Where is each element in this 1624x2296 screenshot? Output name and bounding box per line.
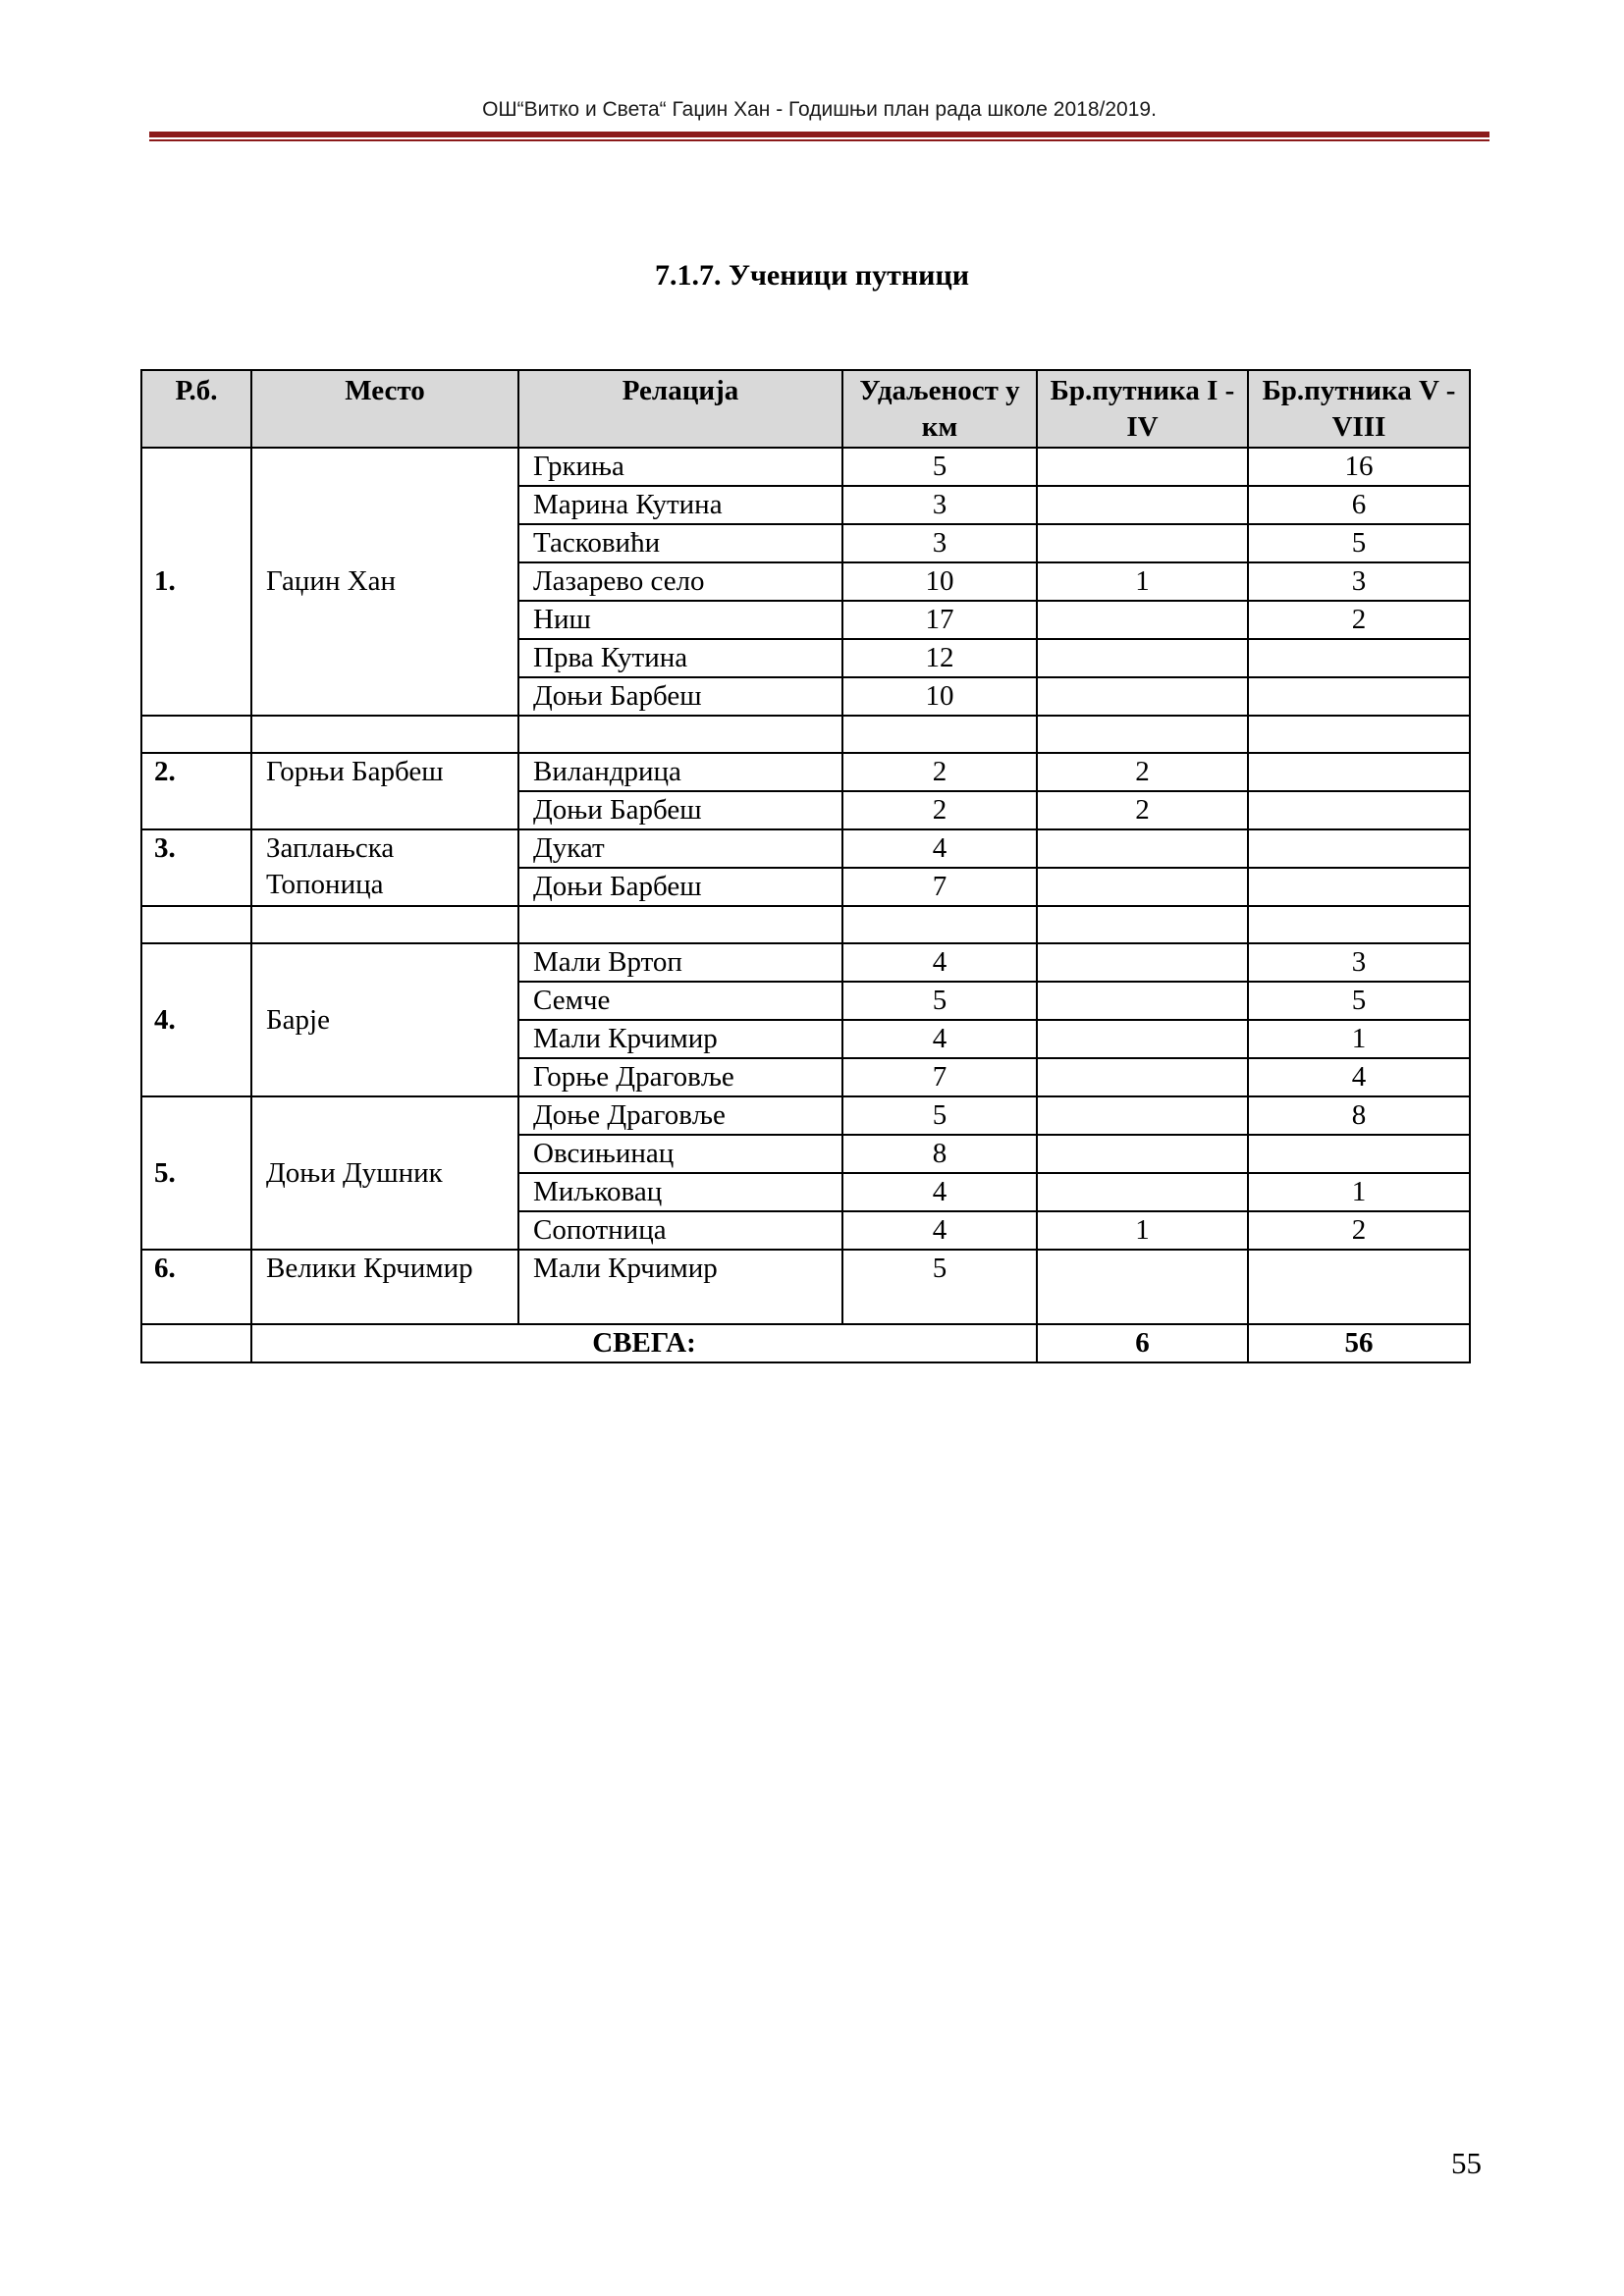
br-5-8-cell <box>1248 677 1470 716</box>
br-1-4-cell <box>1037 601 1248 639</box>
br-1-4-cell <box>1037 639 1248 677</box>
br-5-8-cell: 2 <box>1248 1211 1470 1250</box>
relacija-cell: Тасковићи <box>518 524 842 562</box>
br-1-4-cell <box>1037 943 1248 982</box>
km-cell: 4 <box>842 1211 1037 1250</box>
mesto-cell: Горњи Барбеш <box>251 753 518 829</box>
relacija-cell: Прва Кутина <box>518 639 842 677</box>
total-br-1-4: 6 <box>1037 1324 1248 1362</box>
mesto-cell: Гаџин Хан <box>251 448 518 716</box>
br-1-4-cell <box>1037 524 1248 562</box>
br-1-4-cell <box>1037 486 1248 524</box>
table-row <box>141 1096 1470 1135</box>
br-1-4-cell <box>1037 1020 1248 1058</box>
km-cell: 5 <box>842 1250 1037 1324</box>
km-cell: 8 <box>842 1135 1037 1173</box>
br-1-4-cell <box>1037 448 1248 486</box>
br-1-4-cell <box>1037 1135 1248 1173</box>
br-1-4-cell: 2 <box>1037 753 1248 791</box>
km-cell: 4 <box>842 1020 1037 1058</box>
rb-cell: 1. <box>141 448 251 716</box>
km-cell: 10 <box>842 677 1037 716</box>
relacija-cell: Доњи Барбеш <box>518 677 842 716</box>
relacija-cell: Сопотница <box>518 1211 842 1250</box>
relacija-cell: Горње Драговље <box>518 1058 842 1096</box>
br-5-8-cell: 4 <box>1248 1058 1470 1096</box>
br-1-4-cell <box>1037 829 1248 868</box>
total-row <box>141 1324 1470 1362</box>
km-cell: 5 <box>842 1096 1037 1135</box>
relacija-cell: Лазарево село <box>518 562 842 601</box>
mesto-cell: Заплањска Топоница <box>251 829 518 906</box>
relacija-cell: Семче <box>518 982 842 1020</box>
total-label: СВЕГА: <box>251 1324 1037 1362</box>
rb-cell: 5. <box>141 1096 251 1250</box>
blank-row <box>141 906 1470 943</box>
br-5-8-cell <box>1248 791 1470 829</box>
br-5-8-cell: 8 <box>1248 1096 1470 1135</box>
col-header-udaljenost: Удаљеност у км <box>842 370 1037 448</box>
km-cell: 7 <box>842 868 1037 906</box>
br-1-4-cell <box>1037 1250 1248 1324</box>
km-cell: 4 <box>842 829 1037 868</box>
br-5-8-cell: 1 <box>1248 1020 1470 1058</box>
relacija-cell: Ниш <box>518 601 842 639</box>
br-1-4-cell: 1 <box>1037 562 1248 601</box>
km-cell: 10 <box>842 562 1037 601</box>
br-1-4-cell <box>1037 868 1248 906</box>
km-cell: 3 <box>842 524 1037 562</box>
br-5-8-cell <box>1248 639 1470 677</box>
km-cell: 5 <box>842 982 1037 1020</box>
header-rule-thin <box>149 139 1489 141</box>
km-cell: 4 <box>842 1173 1037 1211</box>
br-5-8-cell: 5 <box>1248 982 1470 1020</box>
relacija-cell: Марина Кутина <box>518 486 842 524</box>
rb-cell: 6. <box>141 1250 251 1324</box>
br-1-4-cell <box>1037 982 1248 1020</box>
relacija-cell: Мали Вртоп <box>518 943 842 982</box>
relacija-cell: Овсињинац <box>518 1135 842 1173</box>
relacija-cell: Мали Крчимир <box>518 1250 842 1324</box>
br-1-4-cell <box>1037 1058 1248 1096</box>
km-cell: 17 <box>842 601 1037 639</box>
br-5-8-cell: 3 <box>1248 943 1470 982</box>
col-header-rb: Р.б. <box>141 370 251 448</box>
mesto-cell: Велики Крчимир <box>251 1250 518 1324</box>
table-row <box>141 829 1470 868</box>
total-br-5-8: 56 <box>1248 1324 1470 1362</box>
br-1-4-cell <box>1037 1173 1248 1211</box>
table-header-row <box>141 370 1470 448</box>
br-5-8-cell: 16 <box>1248 448 1470 486</box>
br-5-8-cell: 3 <box>1248 562 1470 601</box>
header-rule <box>149 132 1489 137</box>
br-5-8-cell <box>1248 1250 1470 1324</box>
mesto-cell: Барје <box>251 943 518 1096</box>
col-header-relacija: Релација <box>518 370 842 448</box>
relacija-cell: Миљковац <box>518 1173 842 1211</box>
br-1-4-cell: 2 <box>1037 791 1248 829</box>
blank-row <box>141 716 1470 753</box>
km-cell: 3 <box>842 486 1037 524</box>
relacija-cell: Доње Драговље <box>518 1096 842 1135</box>
br-5-8-cell <box>1248 1135 1470 1173</box>
km-cell: 5 <box>842 448 1037 486</box>
page-header: ОШ“Витко и Света“ Гаџин Хан - Годишњи план рада школе 2018/2019. <box>482 98 1157 121</box>
km-cell: 7 <box>842 1058 1037 1096</box>
col-header-mesto: Место <box>251 370 518 448</box>
relacija-cell: Дукат <box>518 829 842 868</box>
relacija-cell: Виландрица <box>518 753 842 791</box>
br-5-8-cell <box>1248 753 1470 791</box>
table-row <box>141 943 1470 982</box>
br-5-8-cell: 5 <box>1248 524 1470 562</box>
rb-cell: 4. <box>141 943 251 1096</box>
relacija-cell: Доњи Барбеш <box>518 791 842 829</box>
rb-cell: 3. <box>141 829 251 906</box>
br-1-4-cell <box>1037 1096 1248 1135</box>
br-5-8-cell: 1 <box>1248 1173 1470 1211</box>
section-title: 7.1.7. Ученици путници <box>654 259 970 292</box>
relacija-cell: Гркиња <box>518 448 842 486</box>
col-header-br-5-8: Бр.путника V - VIII <box>1248 370 1470 448</box>
br-1-4-cell: 1 <box>1037 1211 1248 1250</box>
table-row <box>141 448 1470 486</box>
br-5-8-cell <box>1248 829 1470 868</box>
rb-cell: 2. <box>141 753 251 829</box>
km-cell: 2 <box>842 791 1037 829</box>
br-5-8-cell: 6 <box>1248 486 1470 524</box>
commuter-students-table <box>140 369 1471 1363</box>
table-row <box>141 1250 1470 1324</box>
km-cell: 2 <box>842 753 1037 791</box>
page-number: 55 <box>1451 2146 1482 2180</box>
km-cell: 12 <box>842 639 1037 677</box>
relacija-cell: Мали Крчимир <box>518 1020 842 1058</box>
km-cell: 4 <box>842 943 1037 982</box>
col-header-br-1-4: Бр.путника I - IV <box>1037 370 1248 448</box>
table-row <box>141 753 1470 791</box>
mesto-cell: Доњи Душник <box>251 1096 518 1250</box>
br-5-8-cell: 2 <box>1248 601 1470 639</box>
br-1-4-cell <box>1037 677 1248 716</box>
relacija-cell: Доњи Барбеш <box>518 868 842 906</box>
br-5-8-cell <box>1248 868 1470 906</box>
